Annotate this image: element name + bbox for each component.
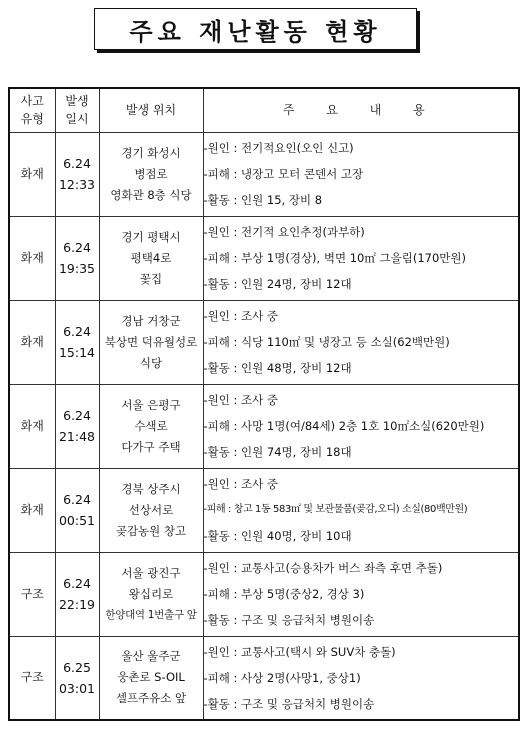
incident-type: 구조 <box>9 552 55 636</box>
incident-date: 6.24 <box>63 492 91 507</box>
header-datetime-line: 일시 <box>65 112 89 127</box>
location-line: 다가구 주택 <box>121 439 181 454</box>
location-line: 서울 광진구 <box>121 565 181 580</box>
incident-date: 6.24 <box>63 240 91 255</box>
location-line: 한양대역 1번출구 앞 <box>105 608 197 621</box>
header-location: 발생 위치 <box>99 88 203 132</box>
incident-datetime <box>55 132 99 216</box>
incident-datetime <box>55 468 99 552</box>
location-line: 셀프주유소 앞 <box>115 691 187 706</box>
incident-content <box>203 468 519 552</box>
incident-location <box>99 384 203 468</box>
location-line: 경남 거창군 <box>121 313 181 328</box>
incident-location <box>99 216 203 300</box>
table-row <box>9 636 519 720</box>
incident-type: 화재 <box>9 384 55 468</box>
incident-location <box>99 468 203 552</box>
incident-time: 03:01 <box>58 680 96 696</box>
incident-type: 화재 <box>9 216 55 300</box>
table-row <box>9 552 519 636</box>
location-line: 수색로 <box>134 418 168 433</box>
incident-datetime <box>55 300 99 384</box>
activity-text: -활동 : 인원 24명, 장비 12대 <box>203 277 352 291</box>
cause-text: -원인 : 조사 중 <box>203 393 279 407</box>
header-datetime <box>55 88 99 132</box>
incident-content <box>203 300 519 384</box>
incident-time: 22:19 <box>58 597 96 612</box>
incident-type: 화재 <box>9 468 55 552</box>
page-title: 주요 재난활동 현황 <box>129 16 382 46</box>
damage-text: -피해 : 부상 5명(중상2, 경상 3) <box>203 587 365 601</box>
incident-date: 6.24 <box>63 156 91 171</box>
incident-type: 화재 <box>9 132 55 216</box>
location-line: 서울 은평구 <box>121 397 181 412</box>
header-type <box>9 88 55 132</box>
incident-location <box>99 636 203 720</box>
activity-text: -활동 : 인원 40명, 장비 10대 <box>203 529 352 543</box>
incident-datetime <box>55 384 99 468</box>
damage-text: -피해 : 사상 2명(사망1, 중상1) <box>203 670 361 685</box>
damage-text: -피해 : 사망 1명(여/84세) 2층 1호 10㎡소실(620만원) <box>203 419 485 433</box>
table-row <box>9 300 519 384</box>
damage-text: -피해 : 창고 1동 583㎡ 및 보관물품(곶감,오디) 소실(80백만원) <box>203 504 468 515</box>
location-line: 영화관 8층 식당 <box>110 187 192 202</box>
incident-content <box>203 552 519 636</box>
incident-date: 6.24 <box>63 576 91 591</box>
cause-text: -원인 : 조사 중 <box>203 309 279 323</box>
title-box <box>94 8 417 50</box>
incident-date: 6.24 <box>63 408 91 423</box>
incident-content <box>203 636 519 720</box>
incident-content <box>203 384 519 468</box>
location-line: 식당 <box>139 355 163 370</box>
incident-datetime <box>55 636 99 720</box>
header-content: 주 요 내 용 <box>203 88 519 132</box>
incident-datetime <box>55 552 99 636</box>
cause-text: -원인 : 교통사고(택시 와 SUV차 충돌) <box>203 644 396 659</box>
cause-text: -원인 : 조사 중 <box>203 477 279 491</box>
location-line: 선상서로 <box>128 502 174 517</box>
header-type-line: 사고 <box>20 94 44 109</box>
activity-text: -활동 : 인원 48명, 장비 12대 <box>203 361 352 375</box>
location-line: 평택4로 <box>130 250 172 265</box>
cause-text: -원인 : 교통사고(승용차가 버스 좌측 후면 추돌) <box>203 561 443 575</box>
incident-time: 15:14 <box>58 345 96 360</box>
cause-text: -원인 : 전기적 요인추정(과부하) <box>203 225 365 239</box>
activity-text: -활동 : 구조 및 응급처치 병원이송 <box>203 696 375 711</box>
location-line: 웅촌로 S-OIL <box>117 670 185 685</box>
location-line: 병점로 <box>134 166 168 181</box>
location-line: 경기 평택시 <box>121 229 181 244</box>
incident-type: 화재 <box>9 300 55 384</box>
incident-time: 19:35 <box>58 261 96 276</box>
header-type-line: 유형 <box>20 112 44 127</box>
incident-location <box>99 300 203 384</box>
location-line: 꽃집 <box>139 271 163 286</box>
incident-type: 구조 <box>9 636 55 720</box>
incident-date: 6.24 <box>63 324 91 339</box>
header-datetime-line: 발생 <box>65 94 89 109</box>
location-line: 북상면 덕유월성로 <box>104 334 198 349</box>
table-row <box>9 384 519 468</box>
damage-text: -피해 : 냉장고 모터 콘덴서 고장 <box>203 167 364 181</box>
location-line: 울산 울주군 <box>121 649 181 664</box>
location-line: 경북 상주시 <box>121 481 181 496</box>
location-line: 왕십리로 <box>128 586 174 601</box>
incident-content <box>203 216 519 300</box>
header-row <box>9 88 519 132</box>
incident-location <box>99 132 203 216</box>
cause-text: -원인 : 전기적요인(오인 신고) <box>203 141 354 155</box>
damage-text: -피해 : 식당 110㎡ 및 냉장고 등 소실(62백만원) <box>203 335 450 349</box>
table-row <box>9 132 519 216</box>
table-row <box>9 216 519 300</box>
location-line: 곶감농원 창고 <box>115 523 187 538</box>
location-line: 경기 화성시 <box>121 145 181 160</box>
activity-text: -활동 : 구조 및 응급처치 병원이송 <box>203 613 375 627</box>
incident-time: 12:33 <box>58 177 96 192</box>
damage-text: -피해 : 부상 1명(경상), 벽면 10㎡ 그을림(170만원) <box>203 251 466 265</box>
incident-time: 00:51 <box>58 513 96 528</box>
table-row <box>9 468 519 552</box>
disaster-activity-table <box>8 87 520 721</box>
incident-content <box>203 132 519 216</box>
activity-text: -활동 : 인원 74명, 장비 18대 <box>203 445 352 459</box>
incident-datetime <box>55 216 99 300</box>
activity-text: -활동 : 인원 15, 장비 8 <box>203 193 323 207</box>
incident-location <box>99 552 203 636</box>
incident-date: 6.25 <box>63 659 91 675</box>
incident-time: 21:48 <box>58 429 96 444</box>
